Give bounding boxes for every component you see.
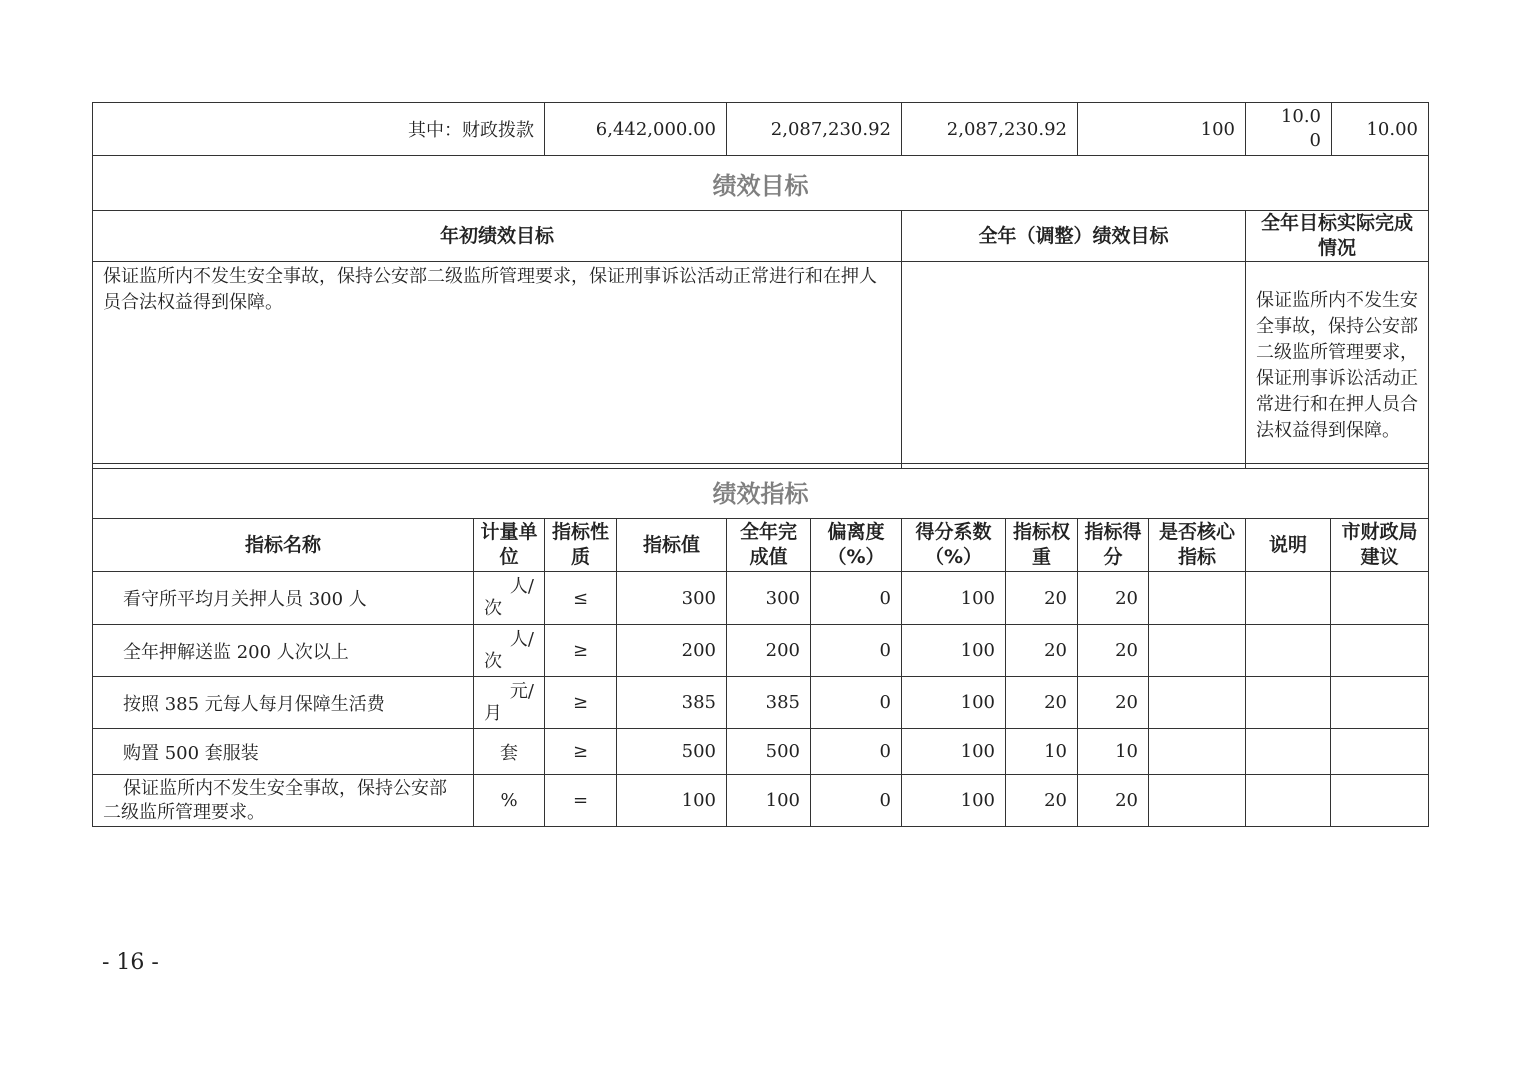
indicator-coef: 100 xyxy=(902,729,1006,775)
header-actual: 全年完成值 xyxy=(727,519,811,572)
indicator-name: 按照 385 元每人每月保障生活费 xyxy=(93,677,474,729)
indicator-weight: 20 xyxy=(1006,775,1078,827)
indicator-nature: = xyxy=(545,775,617,827)
indicator-unit-line1: 人/ xyxy=(509,576,534,597)
indicator-score: 10 xyxy=(1078,729,1149,775)
header-name: 指标名称 xyxy=(93,519,474,572)
goals-col-adjusted: 全年（调整）绩效目标 xyxy=(902,211,1246,262)
indicator-actual: 500 xyxy=(727,729,811,775)
funding-score: 10.00 xyxy=(1332,103,1429,156)
indicator-value: 300 xyxy=(617,572,727,625)
indicator-weight: 20 xyxy=(1006,625,1078,677)
goals-section-title: 绩效目标 xyxy=(93,156,1429,211)
indicator-deviation: 0 xyxy=(811,572,902,625)
table-row xyxy=(93,677,1429,729)
funding-row xyxy=(93,103,1429,156)
header-unit: 计量单位 xyxy=(474,519,545,572)
indicator-unit xyxy=(474,572,545,625)
indicator-core xyxy=(1149,677,1246,729)
indicator-value: 200 xyxy=(617,625,727,677)
indicator-advice xyxy=(1331,775,1429,827)
indicators-header-row xyxy=(93,519,1429,572)
funding-rate: 100 xyxy=(1078,103,1246,156)
indicator-weight: 20 xyxy=(1006,572,1078,625)
indicator-deviation: 0 xyxy=(811,729,902,775)
indicator-unit xyxy=(474,625,545,677)
indicator-actual: 200 xyxy=(727,625,811,677)
performance-goals-table xyxy=(92,102,1429,469)
indicator-unit: % xyxy=(474,775,545,827)
funding-label: 其中：财政拨款 xyxy=(93,103,545,156)
indicator-note xyxy=(1246,775,1331,827)
header-deviation: 偏离度（%） xyxy=(811,519,902,572)
indicator-coef: 100 xyxy=(902,625,1006,677)
indicator-value: 100 xyxy=(617,775,727,827)
header-nature: 指标性质 xyxy=(545,519,617,572)
indicator-nature: ≤ xyxy=(545,572,617,625)
indicator-weight: 20 xyxy=(1006,677,1078,729)
indicator-name: 看守所平均月关押人员 300 人 xyxy=(93,572,474,625)
header-score: 指标得分 xyxy=(1078,519,1149,572)
indicator-name: 保证监所内不发生安全事故，保持公安部二级监所管理要求。 xyxy=(93,775,474,827)
indicator-core xyxy=(1149,775,1246,827)
goals-initial-text: 保证监所内不发生安全事故，保持公安部二级监所管理要求，保证刑事诉讼活动正常进行和在押人员合法权益得到保障。 xyxy=(93,262,902,469)
goals-actual-text: 保证监所内不发生安全事故，保持公安部二级监所管理要求，保证刑事诉讼活动正常进行和在押人员合法权益得到保障。 xyxy=(1246,262,1429,469)
indicator-advice xyxy=(1331,572,1429,625)
indicator-deviation: 0 xyxy=(811,775,902,827)
indicator-deviation: 0 xyxy=(811,625,902,677)
funding-budget: 6,442,000.00 xyxy=(545,103,727,156)
indicator-coef: 100 xyxy=(902,677,1006,729)
table-row xyxy=(93,729,1429,775)
goals-content-row xyxy=(93,262,1429,469)
indicator-nature: ≥ xyxy=(545,677,617,729)
funding-adjusted: 2,087,230.92 xyxy=(727,103,902,156)
indicator-advice xyxy=(1331,625,1429,677)
goals-col-initial: 年初绩效目标 xyxy=(93,211,902,262)
indicator-core xyxy=(1149,729,1246,775)
funding-weight-line2: 0 xyxy=(1309,130,1321,151)
table-row xyxy=(93,572,1429,625)
indicator-unit xyxy=(474,677,545,729)
indicator-unit-line2: 次 xyxy=(484,650,502,672)
indicator-unit: 套 xyxy=(474,729,545,775)
page-number: - 16 - xyxy=(102,950,159,975)
header-coef: 得分系数（%） xyxy=(902,519,1006,572)
indicator-value: 385 xyxy=(617,677,727,729)
header-note: 说明 xyxy=(1246,519,1331,572)
indicator-unit-line2: 次 xyxy=(484,598,502,619)
header-advice: 市财政局建议 xyxy=(1331,519,1429,572)
indicator-name: 购置 500 套服装 xyxy=(93,729,474,775)
performance-indicators-table xyxy=(92,463,1429,827)
indicator-note xyxy=(1246,572,1331,625)
indicator-weight: 10 xyxy=(1006,729,1078,775)
indicator-unit-line1: 人/ xyxy=(509,628,534,650)
indicator-actual: 300 xyxy=(727,572,811,625)
indicator-coef: 100 xyxy=(902,572,1006,625)
indicator-note xyxy=(1246,625,1331,677)
indicators-section-title: 绩效指标 xyxy=(93,464,1429,519)
indicator-actual: 385 xyxy=(727,677,811,729)
indicator-score: 20 xyxy=(1078,677,1149,729)
indicator-advice xyxy=(1331,729,1429,775)
funding-executed: 2,087,230.92 xyxy=(902,103,1078,156)
indicator-actual: 100 xyxy=(727,775,811,827)
goals-header-row xyxy=(93,211,1429,262)
funding-weight xyxy=(1246,103,1332,156)
indicator-name: 全年押解送监 200 人次以上 xyxy=(93,625,474,677)
table-row xyxy=(93,775,1429,827)
indicator-coef: 100 xyxy=(902,775,1006,827)
header-value: 指标值 xyxy=(617,519,727,572)
indicator-note xyxy=(1246,677,1331,729)
indicator-score: 20 xyxy=(1078,572,1149,625)
table-row xyxy=(93,625,1429,677)
header-core: 是否核心指标 xyxy=(1149,519,1246,572)
indicator-unit-line2: 月 xyxy=(484,702,502,724)
header-weight: 指标权重 xyxy=(1006,519,1078,572)
indicator-note xyxy=(1246,729,1331,775)
indicator-nature: ≥ xyxy=(545,729,617,775)
indicator-core xyxy=(1149,625,1246,677)
indicator-deviation: 0 xyxy=(811,677,902,729)
indicator-score: 20 xyxy=(1078,775,1149,827)
indicator-nature: ≥ xyxy=(545,625,617,677)
funding-weight-line1: 10.0 xyxy=(1280,106,1321,127)
indicator-unit-line1: 元/ xyxy=(509,680,534,702)
goals-col-actual: 全年目标实际完成情况 xyxy=(1246,211,1429,262)
indicator-core xyxy=(1149,572,1246,625)
indicator-advice xyxy=(1331,677,1429,729)
goals-adjusted-text xyxy=(902,262,1246,469)
indicator-value: 500 xyxy=(617,729,727,775)
indicator-score: 20 xyxy=(1078,625,1149,677)
